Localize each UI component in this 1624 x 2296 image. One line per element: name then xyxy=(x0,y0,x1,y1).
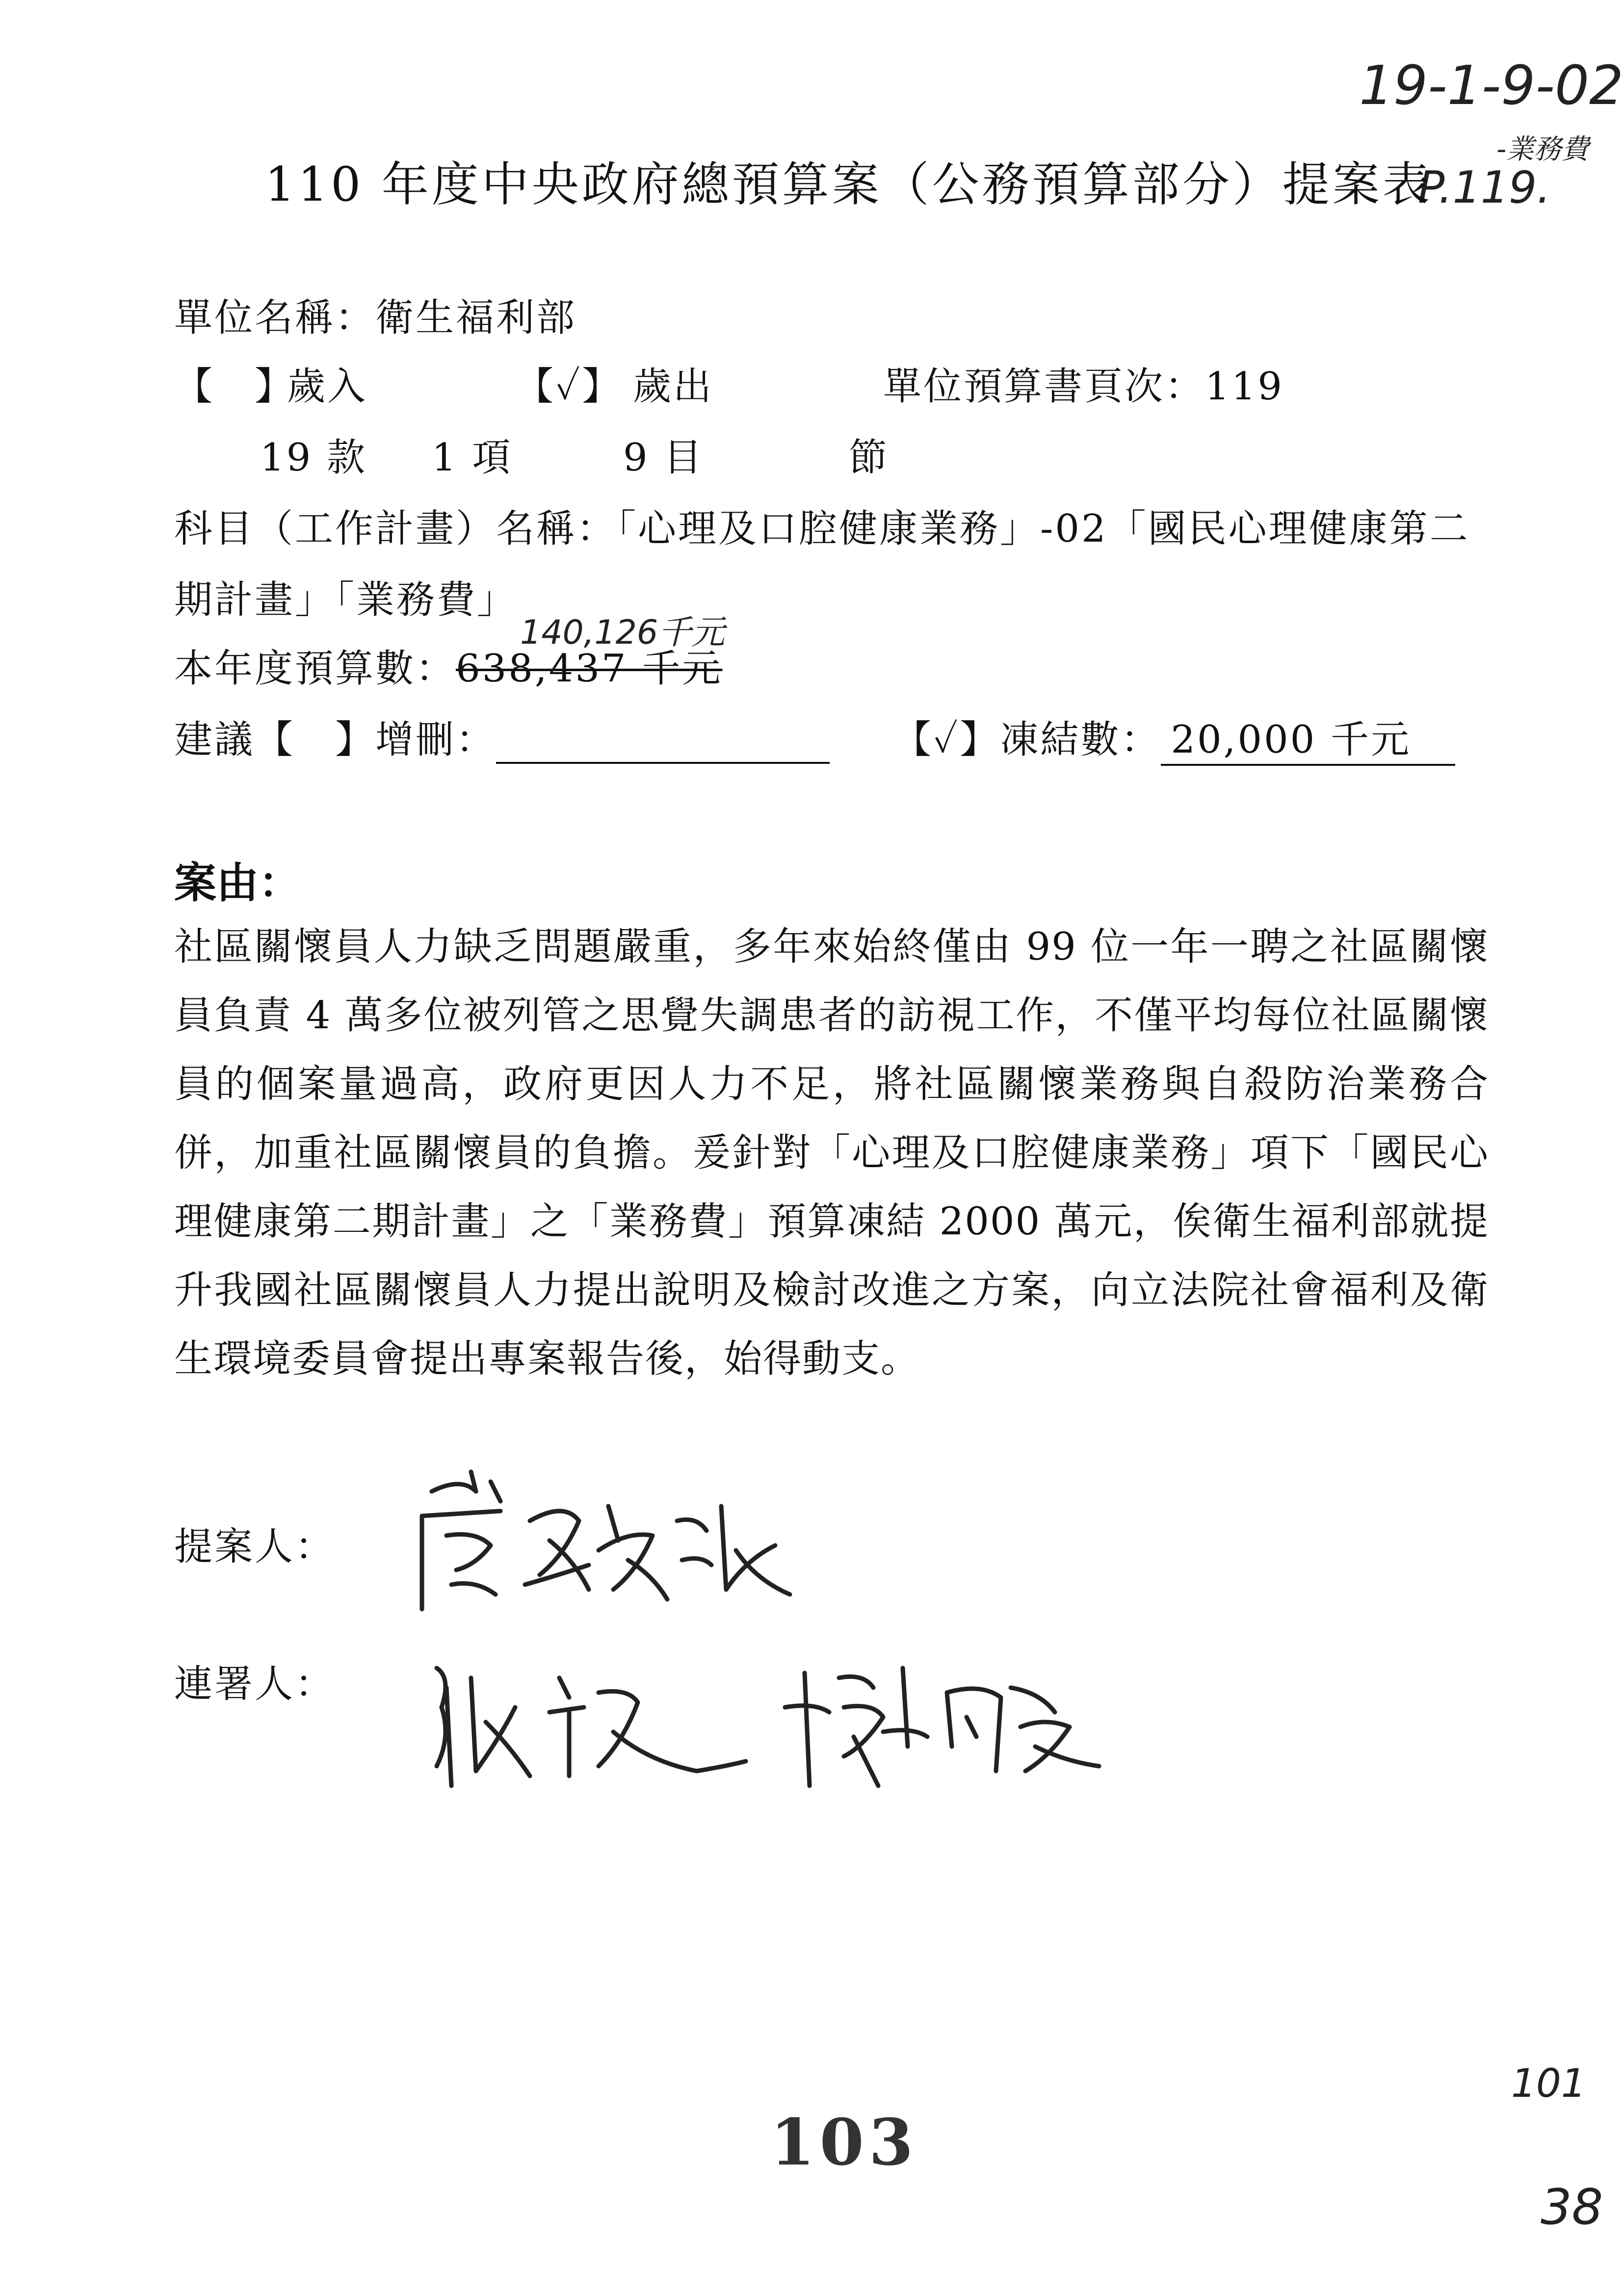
handwritten-page-ref: P.119. xyxy=(1418,162,1551,213)
proposer-label: 提案人： xyxy=(174,1525,336,1569)
handwritten-budget-correction: 140,126千元 xyxy=(520,613,725,652)
proposer-signature xyxy=(402,1462,805,1624)
income-box: 【 】 xyxy=(174,365,295,409)
page-title: 110 年度中央政府總預算案（公務預算部分）提案表 xyxy=(265,157,1433,212)
change-label: 增刪： xyxy=(375,718,497,762)
subject-label: 科目（工作計畫）名稱： xyxy=(174,507,617,551)
suggestion-label: 建議 xyxy=(174,718,255,762)
suggestion-box-change: 【 】 xyxy=(255,718,376,762)
budget-row xyxy=(174,638,722,693)
subject-line1 xyxy=(174,498,1470,553)
change-blank xyxy=(496,728,830,764)
budget-printed-value: 638,437 千元 xyxy=(456,647,723,691)
budget-label: 本年度預算數： xyxy=(174,647,456,691)
subject-value-line1: 「心理及口腔健康業務」-02「國民心理健康第二 xyxy=(617,507,1470,551)
reason-text: 社區關懷員人力缺乏問題嚴重，多年來始終僅由 99 位一年一聘之社區關懷員負責 4 萬多位被列管之思覺失調患者的訪視工作，不僅平均每位社區關懷員的個案量過高，政府更因人力不足，將社區關懷業務與自殺防治業務合併，加重社區關懷員的負擔。爰針對「心理及口腔健康業務」項下「國民心理健康第二期計畫」之「業務費」預算凍結 2000 萬元，俟衛生福利部就提升我國社區關懷員人力提出說明及檢討改進之方案，向立法院社會福利及衛生環境委員會提出專案報告後，始得動支。 xyxy=(174,925,1489,1381)
account-xiang: 1 項 xyxy=(432,436,513,480)
cosigner-signatures xyxy=(422,1648,1148,1810)
unit-label: 單位名稱： xyxy=(174,296,376,340)
unit-row xyxy=(174,287,576,342)
suggestion-row xyxy=(174,709,830,764)
account-jie: 節 xyxy=(849,436,890,480)
margin-note-1: 101 xyxy=(1511,2061,1586,2106)
cosigner-label: 連署人： xyxy=(174,1662,336,1706)
handwritten-code: 19-1-9-02 xyxy=(1359,54,1624,117)
freeze-label: 凍結數： xyxy=(1000,718,1161,762)
expense-label: 歲出 xyxy=(633,365,714,409)
income-label: 歲入 xyxy=(287,365,368,409)
unit-value: 衛生福利部 xyxy=(375,296,577,340)
account-kuan: 19 款 xyxy=(260,436,367,480)
budget-page-value: 119 xyxy=(1205,365,1284,409)
freeze-row xyxy=(893,709,1455,766)
freeze-value: 20,000 千元 xyxy=(1161,709,1455,766)
expense-box: 【✓】 xyxy=(515,365,623,409)
budget-page-label: 單位預算書頁次： xyxy=(883,365,1205,409)
account-mu: 9 目 xyxy=(623,436,704,480)
subject-value-line2: 期計畫」「業務費」 xyxy=(174,578,518,622)
budget-page-row xyxy=(883,356,1284,411)
reason-heading: 案由： xyxy=(174,858,301,908)
suggestion-box-freeze: 【✓】 xyxy=(893,718,1000,762)
page-number: 103 xyxy=(770,2105,918,2180)
margin-note-2: 38 xyxy=(1541,2178,1603,2236)
handwritten-category: -業務費 xyxy=(1496,133,1589,165)
